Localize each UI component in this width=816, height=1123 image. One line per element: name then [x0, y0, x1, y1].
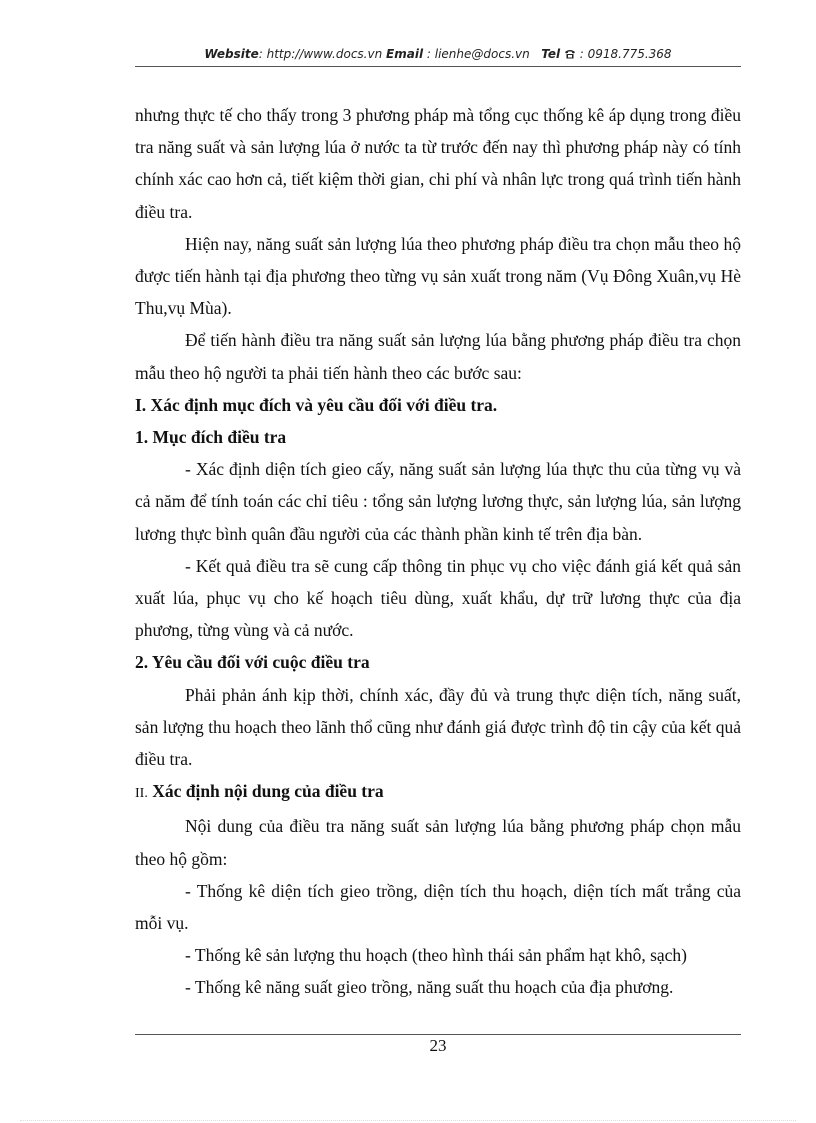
document-body: [135, 99, 741, 1004]
paragraph: Hiện nay, năng suất sản lượng lúa theo phương pháp điều tra chọn mẫu theo hộ được tiến hành tại địa phương theo từng vụ sản xuất trong năm (Vụ Đông Xuân,vụ Hè Thu,vụ Mùa).: [135, 233, 741, 319]
tel-label: Tel: [541, 47, 561, 61]
section-heading: [135, 775, 741, 810]
paragraph: - Thống kê diện tích gieo trồng, diện tích thu hoạch, diện tích mất trắng của mỗi vụ.: [135, 880, 741, 934]
page-header: [135, 47, 741, 61]
email-value: : lienhe@docs.vn: [426, 47, 530, 61]
paragraph: Nội dung của điều tra năng suất sản lượng lúa bằng phương pháp chọn mẫu theo hộ gồm:: [135, 816, 741, 869]
paragraph: - Xác định diện tích gieo cấy, năng suất sản lượng lúa thực thu của từng vụ và cả năm để tính toán các chỉ tiêu : tổng sản lượng lương thực, sản lượng lúa, sản lượng lương thực bình quân đầu người của các thành phần kinh tế trên địa bàn.: [135, 459, 741, 544]
footer-divider: [135, 1034, 741, 1035]
paragraph: nhưng thực tế cho thấy trong 3 phương pháp mà tổng cục thống kê áp dụng trong điều tra năng suất và sản lượng lúa ở nước ta từ trước đến nay thì phương pháp này có tính chính xác cao hơn cả, tiết kiệm thời gian, chi phí và nhân lực trong quá trình tiến hành điều tra.: [135, 105, 741, 222]
paragraph: Phải phản ánh kịp thời, chính xác, đầy đủ và trung thực diện tích, năng suất, sản lượng thu hoạch theo lãnh thổ cũng như đánh giá được trình độ tin cậy của kết quả điều tra.: [135, 684, 741, 770]
section-number: II.: [135, 786, 148, 802]
paragraph: - Thống kê sản lượng thu hoạch (theo hình thái sản phẩm hạt khô, sạch): [185, 945, 687, 966]
page-edge-dots: [20, 1120, 796, 1121]
section-heading: I. Xác định mục đích và yêu cầu đối với điều tra.: [135, 394, 498, 415]
website-value: : http://www.docs.vn: [258, 47, 383, 61]
tel-value: : 0918.775.368: [579, 47, 672, 61]
paragraph: - Thống kê năng suất gieo trồng, năng suất thu hoạch của địa phương.: [185, 977, 674, 998]
section-title: Xác định nội dung của điều tra: [147, 781, 384, 802]
page-number: 23: [429, 1036, 447, 1055]
email-label: Email: [386, 47, 424, 61]
paragraph: - Kết quả điều tra sẽ cung cấp thông tin phục vụ cho việc đánh giá kết quả sản xuất lúa, phục vụ cho kế hoạch tiêu dùng, xuất khẩu, dự trữ lương thực của địa phương, từng vùng và cả nước.: [135, 555, 741, 641]
header-divider: [135, 66, 741, 67]
subsection-heading: 1. Mục đích điều tra: [135, 427, 287, 448]
paragraph: Để tiến hành điều tra năng suất sản lượng lúa bằng phương pháp điều tra chọn mẫu theo hộ người ta phải tiến hành theo các bước sau:: [135, 330, 741, 383]
phone-icon: [564, 47, 580, 61]
subsection-heading: 2. Yêu cầu đối với cuộc điều tra: [135, 652, 370, 673]
website-label: Website: [204, 47, 259, 61]
